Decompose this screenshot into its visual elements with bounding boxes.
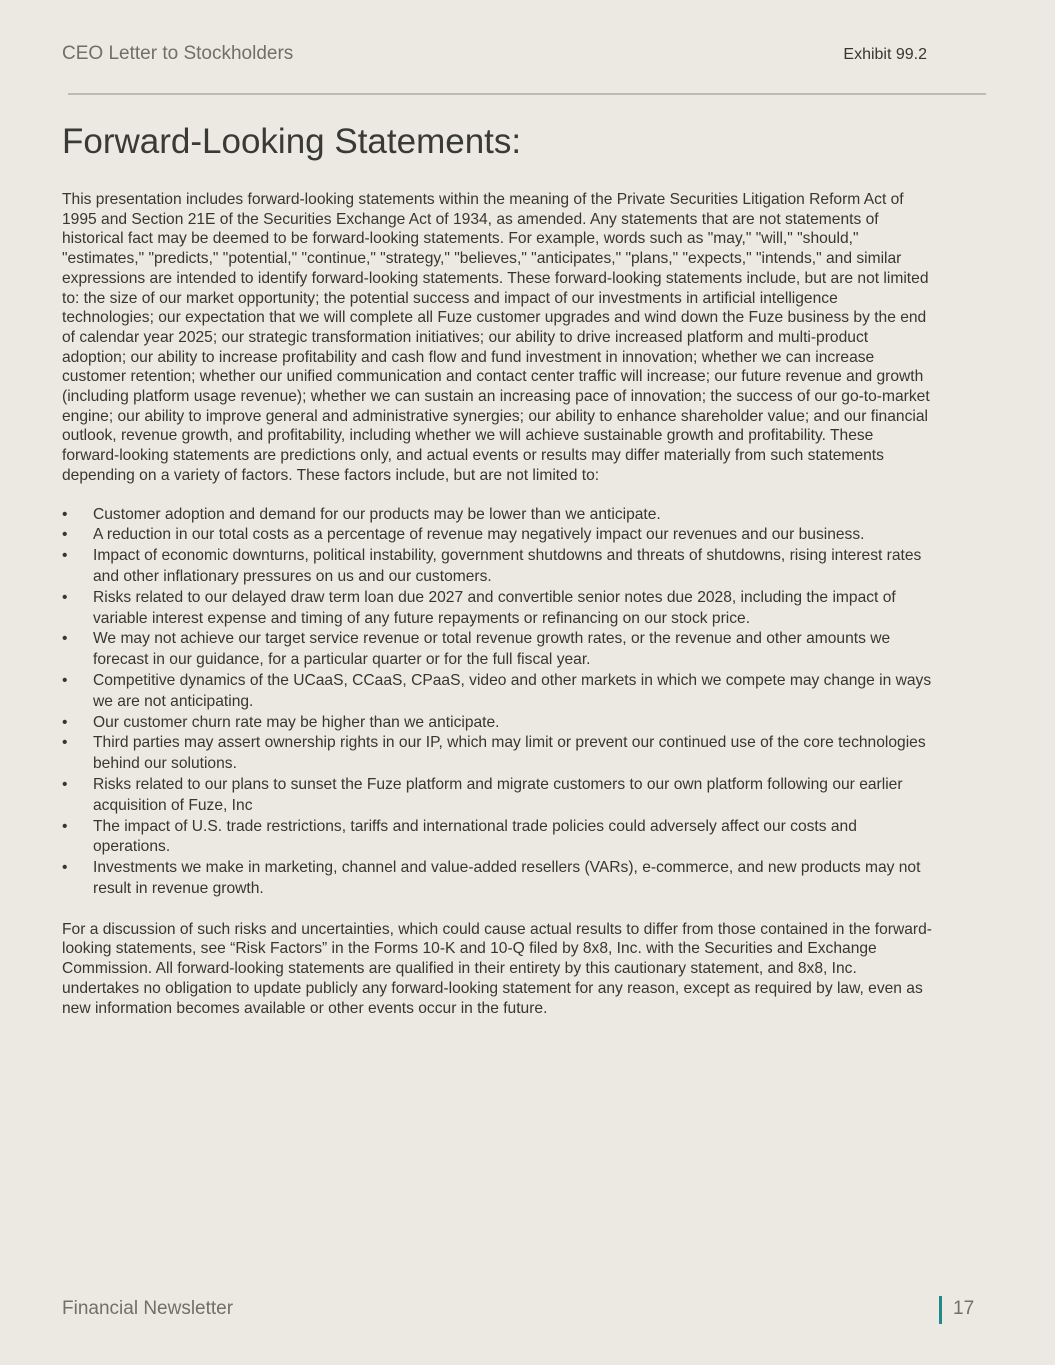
page-title: Forward-Looking Statements: xyxy=(62,122,522,161)
list-item-text: A reduction in our total costs as a percentage of revenue may negatively impact our revenues and our business. xyxy=(93,526,865,544)
list-item-text: Risks related to our plans to sunset the Fuze platform and migrate customers to our own platform following our earlier acquisition of Fuze, Inc xyxy=(93,775,903,814)
bullet-icon: • xyxy=(62,775,68,793)
bullet-icon: • xyxy=(62,671,68,689)
footer-newsletter-name: Financial Newsletter xyxy=(62,1298,234,1319)
header-section-title: CEO Letter to Stockholders xyxy=(62,43,294,64)
list-item xyxy=(62,505,932,526)
bullet-icon: • xyxy=(62,630,68,648)
page-number: 17 xyxy=(953,1298,975,1319)
list-item-text: Third parties may assert ownership rights in our IP, which may limit or prevent our continued use of the core technologies behind our solutions. xyxy=(93,734,926,773)
intro-paragraph: This presentation includes forward-looking statements within the meaning of the Private Securities Litigation Reform Act of 1995 and Section 21E of the Securities Exchange Act of 1934, as amended. Any statements that are not statements of historical fact may be deemed to be forward-looking statements. For example, words such as "may," "will," "should," "estimates," "predicts," "potential," "continue," "strategy," "believes," "anticipates," "plans," "expects," "intends," and similar expressions are intended to identify forward-looking statements. These forward-looking statements include, but are not limited to: the size of our market opportunity; the potential success and impact of our investments in artificial intelligence technologies; our expectation that we will complete all Fuze customer upgrades and wind down the Fuze business by the end of calendar year 2025; our strategic transformation initiatives; our ability to drive increased platform and multi-product adoption; our ability to increase profitability and cash flow and fund investment in innovation; whether we can increase customer retention; whether our unified communication and contact center traffic will increase; our future revenue and growth (including platform usage revenue); whether we can sustain an increasing pace of innovation; the success of our go-to-market engine; our ability to improve general and administrative synergies; our ability to enhance shareholder value; and our financial outlook, revenue growth, and profitability, including whether we will achieve sustainable growth and profitability. These forward-looking statements are predictions only, and actual events or results may differ materially from such statements depending on a variety of factors. These factors include, but are not limited to: xyxy=(62,191,930,484)
list-item-text: Impact of economic downturns, political instability, government shutdowns and threats of shutdowns, rising interest rates and other inflationary pressures on us and our customers. xyxy=(93,547,922,585)
list-item xyxy=(62,671,932,713)
bullet-icon: • xyxy=(62,547,68,565)
list-item xyxy=(62,858,932,900)
body-content xyxy=(62,190,932,1018)
bullet-icon: • xyxy=(62,817,68,835)
bullet-icon: • xyxy=(62,734,68,752)
list-item xyxy=(62,817,932,859)
list-item xyxy=(62,546,932,588)
bullet-icon: • xyxy=(62,526,68,544)
list-item xyxy=(62,629,932,671)
list-item-text: We may not achieve our target service revenue or total revenue growth rates, or the revenue and other amounts we forecast in our guidance, for a particular quarter or for the full fiscal year. xyxy=(93,630,891,669)
closing-paragraph: For a discussion of such risks and uncertainties, which could cause actual results to differ from those contained in the forward-looking statements, see “Risk Factors” in the Forms 10-K and 10-Q filed by 8x8, Inc. with the Securities and Exchange Commission. All forward-looking statements are qualified in their entirety by this cautionary statement, and 8x8, Inc. undertakes no obligation to update publicly any forward-looking statement for any reason, except as required by law, even as new information becomes available or other events occur in the future. xyxy=(62,920,932,1017)
footer-accent-bar xyxy=(939,1296,942,1324)
list-item-text: The impact of U.S. trade restrictions, tariffs and international trade policies could adversely affect our costs and operations. xyxy=(93,817,857,856)
exhibit-label: Exhibit 99.2 xyxy=(843,46,927,63)
list-item-text: Competitive dynamics of the UCaaS, CCaaS, CPaaS, video and other markets in which we compete may change in ways we are not anticipating. xyxy=(93,671,932,710)
list-item-text: Customer adoption and demand for our products may be lower than we anticipate. xyxy=(93,505,661,523)
list-item xyxy=(62,713,932,734)
risk-factor-list xyxy=(62,505,932,900)
bullet-icon: • xyxy=(62,859,68,877)
list-item-text: Investments we make in marketing, channel and value-added resellers (VARs), e-commerce, and new products may not result in revenue growth. xyxy=(93,859,921,897)
bullet-icon: • xyxy=(62,505,68,523)
bullet-icon: • xyxy=(62,588,68,606)
header-divider xyxy=(68,93,986,95)
list-item xyxy=(62,733,932,775)
list-item xyxy=(62,525,932,546)
bullet-icon: • xyxy=(62,713,68,731)
list-item xyxy=(62,588,932,630)
list-item-text: Our customer churn rate may be higher than we anticipate. xyxy=(93,713,500,731)
list-item-text: Risks related to our delayed draw term loan due 2027 and convertible senior notes due 2028, including the impact of variable interest expense and timing of any future repayments or refinancing on our stock price. xyxy=(93,588,896,627)
list-item xyxy=(62,775,932,817)
